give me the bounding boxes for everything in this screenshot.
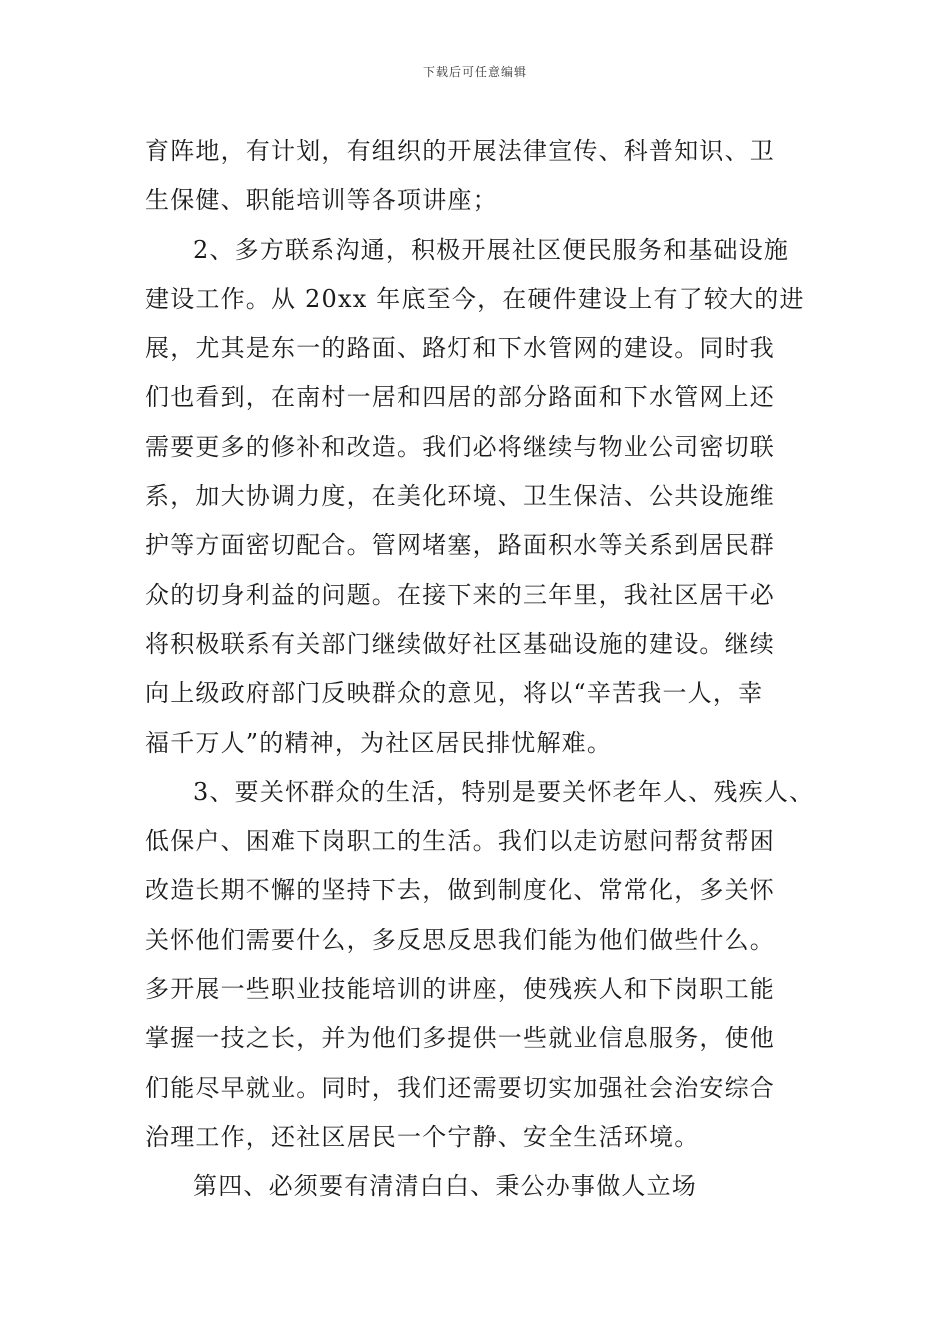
text-line: 们也看到，在南村一居和四居的部分路面和下水管网上还 (145, 383, 775, 412)
text-line: 育阵地，有计划，有组织的开展法律宣传、科普知识、卫 (145, 137, 775, 165)
text-line: 多开展一些职业技能培训的讲座，使残疾人和下岗职工能 (145, 975, 775, 1004)
text-line: 福千万人”的精神，为社区居民排忧解难。 (145, 728, 613, 757)
text-line: 将积极联系有关部门继续做好社区基础设施的建设。继续 (145, 629, 775, 658)
text-line: 护等方面密切配合。管网堵塞，路面积水等关系到居民群 (145, 531, 775, 560)
page-header: 下载后可任意编辑 (422, 65, 527, 79)
document-body (145, 127, 815, 1212)
text-line: 掌握一技之长，并为他们多提供一些就业信息服务，使他 (145, 1024, 775, 1053)
text-line: 展，尤其是东一的路面、路灯和下水管网的建设。同时我 (145, 334, 775, 363)
text-line: 改造长期不懈的坚持下去，做到制度化、常常化，多关怀 (145, 876, 775, 905)
text-line: 3、要关怀群众的生活，特别是要关怀老年人、残疾人、 (193, 777, 815, 806)
text-line: 低保户、困难下岗职工的生活。我们以走访慰问帮贫帮困 (145, 827, 775, 856)
text-line: 2、多方联系沟通，积极开展社区便民服务和基础设施 (193, 235, 790, 264)
text-line: 向上级政府部门反映群众的意见，将以“辛苦我一人，幸 (145, 679, 764, 708)
text-line: 建设工作。从 20xx 年底至今，在硬件建设上有了较大的进 (145, 284, 805, 313)
text-line: 系，加大协调力度，在美化环境、卫生保洁、公共设施维 (145, 482, 775, 511)
text-line: 关怀他们需要什么，多反思反思我们能为他们做些什么。 (145, 925, 775, 954)
text-line: 第四、必须要有清清白白、秉公办事做人立场 (193, 1172, 697, 1201)
text-line: 生保健、职能培训等各项讲座； (145, 186, 498, 215)
text-line: 治理工作，还社区居民一个宁静、安全生活环境。 (145, 1122, 700, 1151)
text-line: 需要更多的修补和改造。我们必将继续与物业公司密切联 (145, 432, 775, 461)
text-line: 们能尽早就业。同时，我们还需要切实加强社会治安综合 (145, 1073, 775, 1102)
text-line: 众的切身利益的问题。在接下来的三年里，我社区居干必 (145, 580, 775, 609)
